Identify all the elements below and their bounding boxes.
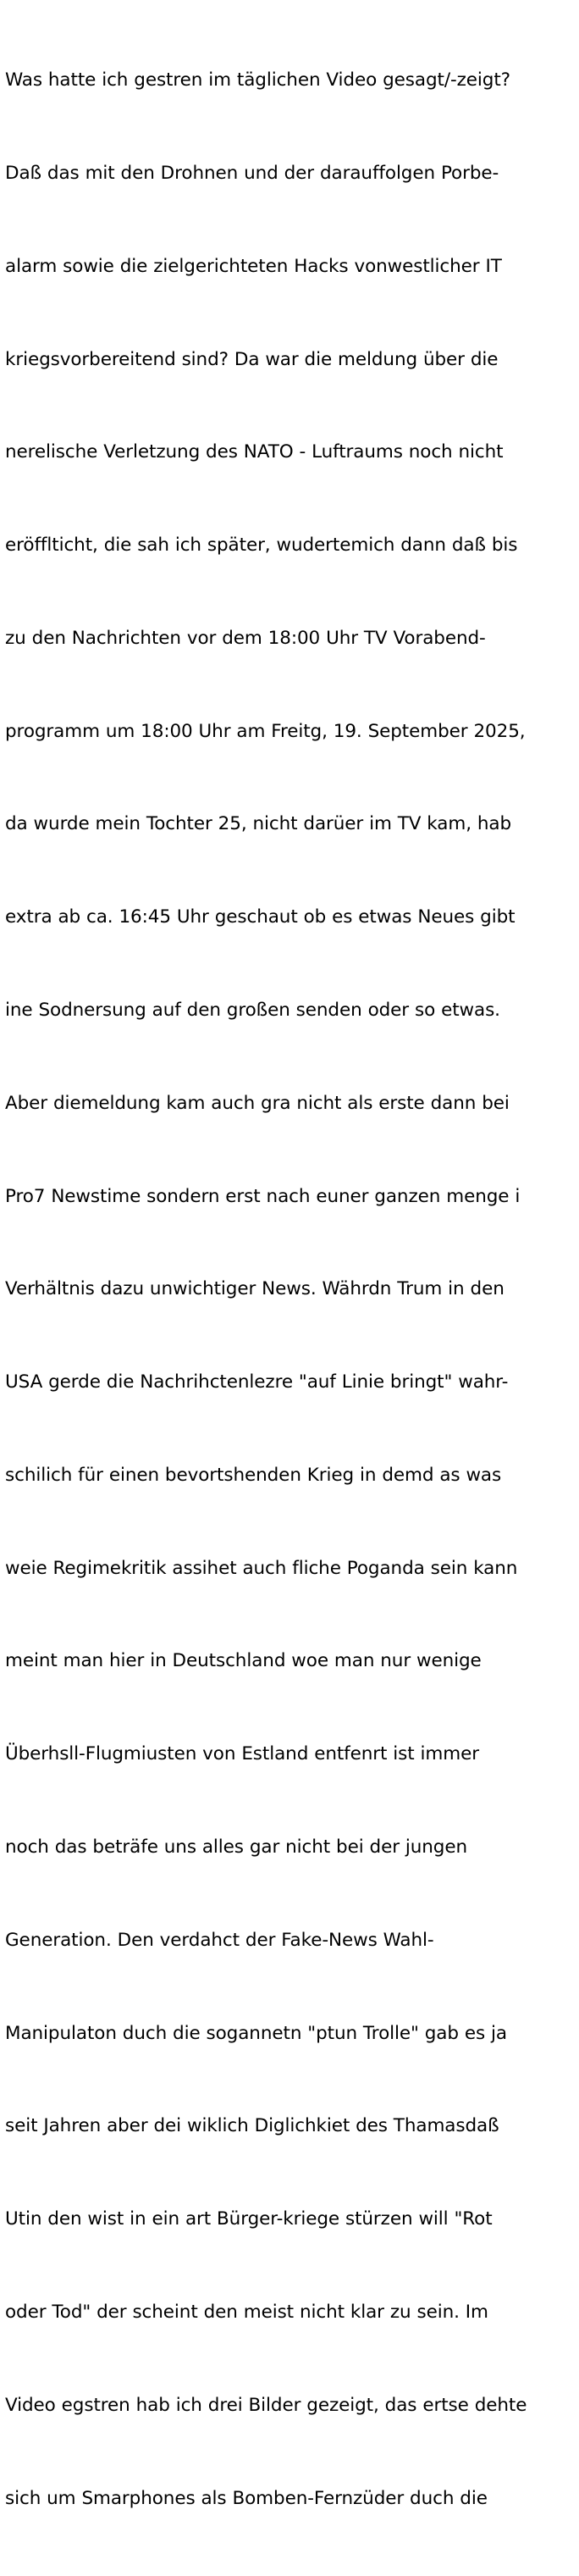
document-line: Video egstren hab ich drei Bilder gezeigt, das ertse dehte	[5, 2394, 527, 2416]
document-line: seit Jahren aber dei wiklich Diglichkiet des Thamasdaß	[5, 2115, 499, 2137]
document-line: sich um Smarphones als Bomben-Fernzüder duch die	[5, 2487, 488, 2509]
document-line: extra ab ca. 16:45 Uhr geschaut ob es etwas Neues gibt	[5, 906, 516, 928]
document-line: weie Regimekritik assihet auch fliche Poganda sein kann	[5, 1557, 518, 1579]
document-line: nerelische Verletzung des NATO - Luftraums noch nicht	[5, 441, 504, 463]
document-line: ine Sodnersung auf den großen senden oder so etwas.	[5, 1000, 500, 1021]
document-line: meint man hier in Deutschland woe man nur wenige	[5, 1650, 482, 1672]
document-line: Generation. Den verdahct der Fake-News Wahl-	[5, 1929, 434, 1951]
document-line: Utin den wist in ein art Bürger-kriege stürzen will "Rot	[5, 2208, 493, 2230]
document-line: Überhsll-Flugmiusten von Estland entfenrt ist immer	[5, 1743, 479, 1765]
document-line: eröfflticht, die sah ich später, wudertemich dann daß bis	[5, 535, 518, 557]
document-line: Manipulaton duch die sogannetn "ptun Trolle" gab es ja	[5, 2022, 507, 2044]
document-line: Aber diemeldung kam auch gra nicht als erste dann bei	[5, 1092, 510, 1114]
document-line: Daß das mit den Drohnen und der darauffolgen Porbe-	[5, 162, 499, 184]
document-line: programm um 18:00 Uhr am Freitg, 19. September 2025,	[5, 720, 526, 742]
document-line: alarm sowie die zielgerichteten Hacks vonwestlicher IT	[5, 255, 502, 277]
document-line: oder Tod" der scheint den meist nicht klar zu sein. Im	[5, 2301, 488, 2323]
document-line: USA gerde die Nachrihctenlezre "auf Linie bringt" wahr-	[5, 1371, 509, 1393]
document-line: schilich für einen bevortshenden Krieg in demd as was	[5, 1464, 502, 1486]
document-line: kriegsvorbereitend sind? Da war die meldung über die	[5, 348, 499, 370]
document-paragraph	[5, 3, 574, 2576]
document-line: Verhältnis dazu unwichtiger News. Währdn Trum in den	[5, 1278, 505, 1300]
document-line: Pro7 Newstime sondern erst nach euner ganzen menge i	[5, 1185, 521, 1207]
document-line: Was hatte ich gestren im täglichen Video gesagt/-zeigt?	[5, 69, 510, 91]
document-line: noch das beträfe uns alles gar nicht bei der jungen	[5, 1836, 468, 1859]
document-line: da wurde mein Tochter 25, nicht darüer im TV kam, hab	[5, 813, 512, 835]
document-line: zu den Nachrichten vor dem 18:00 Uhr TV Vorabend-	[5, 627, 486, 649]
